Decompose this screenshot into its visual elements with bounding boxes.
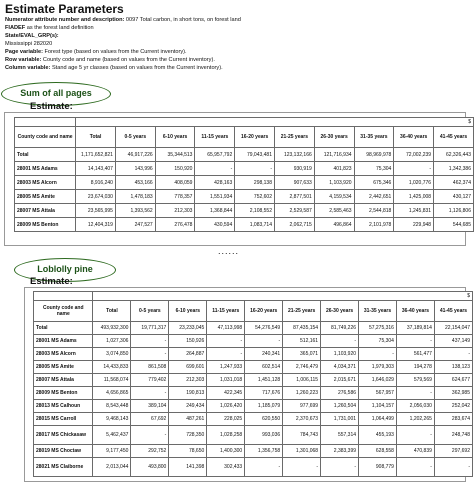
table-cell: 37,189,814 bbox=[396, 322, 434, 335]
table-cell: 628,558 bbox=[359, 445, 397, 458]
parameters-title: Estimate Parameters bbox=[5, 2, 124, 16]
table-cell: 150,926 bbox=[169, 335, 207, 348]
column-header: County code and name bbox=[15, 127, 76, 148]
column-header: 11-15 years bbox=[207, 301, 245, 322]
table-cell: 1,027,306 bbox=[93, 335, 131, 348]
row-label: 28019 MS Choctaw bbox=[34, 445, 93, 458]
table-cell: 430,594 bbox=[195, 218, 235, 232]
table-cell: - bbox=[245, 335, 283, 348]
table-cell: 249,434 bbox=[169, 400, 207, 413]
table-cell: 2,013,044 bbox=[93, 458, 131, 477]
table-cell: 67,692 bbox=[131, 413, 169, 426]
table-cell: 2,383,399 bbox=[321, 445, 359, 458]
table-cell: 2,056,030 bbox=[396, 400, 434, 413]
table-cell: 930,919 bbox=[275, 162, 315, 176]
table-cell: - bbox=[235, 162, 275, 176]
table-cell: 212,303 bbox=[155, 204, 195, 218]
table-cell: 23,233,045 bbox=[169, 322, 207, 335]
table-cell: 1,006,115 bbox=[283, 374, 321, 387]
row-label: 28007 MS Attala bbox=[15, 204, 76, 218]
table-cell: 9,177,450 bbox=[93, 445, 131, 458]
table-cell: 75,304 bbox=[359, 335, 397, 348]
estimate-parameters bbox=[5, 2, 455, 72]
table-cell: 408,059 bbox=[155, 176, 195, 190]
table-top-row bbox=[34, 292, 473, 301]
row-label: 28021 MS Claiborne bbox=[34, 458, 93, 477]
table-cell: 1,451,128 bbox=[245, 374, 283, 387]
param-fiadef: FIADEF as the forest land definition bbox=[5, 25, 94, 31]
table-cell: 487,261 bbox=[169, 413, 207, 426]
table-cell: 98,969,978 bbox=[354, 148, 394, 162]
table-cell: 276,586 bbox=[321, 387, 359, 400]
table-row bbox=[34, 445, 473, 458]
column-header: 41-45 years bbox=[434, 301, 472, 322]
table-cell: 717,676 bbox=[245, 387, 283, 400]
row-label: Total bbox=[34, 322, 93, 335]
table-cell: 2,062,715 bbox=[275, 218, 315, 232]
table-cell: 8,543,448 bbox=[93, 400, 131, 413]
table-cell: 121,716,934 bbox=[314, 148, 354, 162]
table-cell: 779,402 bbox=[131, 374, 169, 387]
table-cell: 1,028,258 bbox=[207, 426, 245, 445]
table-cell: 470,839 bbox=[396, 445, 434, 458]
param-state-value: Mississippi 282020 bbox=[5, 41, 53, 47]
table-cell: 2,015,671 bbox=[321, 374, 359, 387]
table-cell: 1,064,499 bbox=[359, 413, 397, 426]
table-cell: 1,126,806 bbox=[434, 204, 474, 218]
table-cell: 14,433,833 bbox=[93, 361, 131, 374]
table-cell: 784,743 bbox=[283, 426, 321, 445]
table-top-row bbox=[15, 118, 474, 127]
table-cell: 5,462,437 bbox=[93, 426, 131, 445]
table-cell: 557,314 bbox=[321, 426, 359, 445]
table-cell: 87,435,154 bbox=[283, 322, 321, 335]
table-cell: 2,877,501 bbox=[275, 190, 315, 204]
table-cell: 1,103,920 bbox=[314, 176, 354, 190]
table-cell: 1,247,933 bbox=[207, 361, 245, 374]
table-cell: 365,071 bbox=[283, 348, 321, 361]
column-header: 11-15 years bbox=[195, 127, 235, 148]
column-header: 21-25 years bbox=[275, 127, 315, 148]
row-label: Total bbox=[15, 148, 76, 162]
column-header: 36-40 years bbox=[394, 127, 434, 148]
table-cell: 493,800 bbox=[131, 458, 169, 477]
table-cell: 1,185,079 bbox=[245, 400, 283, 413]
row-label: 28013 MS Calhoun bbox=[34, 400, 93, 413]
continuation-dots: ...... bbox=[218, 246, 240, 256]
table-cell: 4,034,371 bbox=[321, 361, 359, 374]
column-header: 41-45 years bbox=[434, 127, 474, 148]
table-cell: 993,036 bbox=[245, 426, 283, 445]
table-cell: 496,864 bbox=[314, 218, 354, 232]
table-cell: - bbox=[195, 162, 235, 176]
table-row bbox=[34, 335, 473, 348]
table-cell: 1,478,183 bbox=[115, 190, 155, 204]
table-cell: 79,043,481 bbox=[235, 148, 275, 162]
table-cell: 1,103,920 bbox=[321, 348, 359, 361]
table-cell: - bbox=[396, 387, 434, 400]
table-cell: 752,602 bbox=[235, 190, 275, 204]
table-cell: - bbox=[394, 162, 434, 176]
column-header: 26-30 years bbox=[314, 127, 354, 148]
table-cell: 123,132,166 bbox=[275, 148, 315, 162]
table-cell: 861,508 bbox=[131, 361, 169, 374]
table-cell: 46,917,226 bbox=[115, 148, 155, 162]
table-cell: - bbox=[396, 426, 434, 445]
table-cell: - bbox=[131, 335, 169, 348]
table-row bbox=[34, 322, 473, 335]
table-cell: - bbox=[321, 458, 359, 477]
table-cell: 14,143,407 bbox=[76, 162, 116, 176]
table-cell: - bbox=[131, 426, 169, 445]
row-label: 28005 MS Amite bbox=[34, 361, 93, 374]
table-cell: 8,916,240 bbox=[76, 176, 116, 190]
section1-label: Sum of all pages bbox=[20, 88, 92, 98]
row-label: 28009 MS Benton bbox=[34, 387, 93, 400]
table-cell: 428,163 bbox=[195, 176, 235, 190]
currency-mark: $ bbox=[76, 118, 474, 127]
param-state: State/EVAL_GRP(s): bbox=[5, 33, 59, 39]
table-cell: 228,025 bbox=[207, 413, 245, 426]
table-cell: 1,400,300 bbox=[207, 445, 245, 458]
row-label: 28015 MS Carroll bbox=[34, 413, 93, 426]
row-label: 28005 MS Amite bbox=[15, 190, 76, 204]
table-cell: 11,568,074 bbox=[93, 374, 131, 387]
table-cell: - bbox=[434, 458, 472, 477]
table-cell: 1,425,008 bbox=[394, 190, 434, 204]
table-cell: 1,104,157 bbox=[359, 400, 397, 413]
estimate-table-all-pages bbox=[14, 117, 474, 232]
table-cell: 728,350 bbox=[169, 426, 207, 445]
table-cell: 292,752 bbox=[131, 445, 169, 458]
column-header: 16-20 years bbox=[235, 127, 275, 148]
section1-estimate-label: Estimate: bbox=[30, 101, 73, 112]
table-cell: 512,161 bbox=[283, 335, 321, 348]
table-cell: 1,202,265 bbox=[396, 413, 434, 426]
row-label: 28001 MS Adams bbox=[15, 162, 76, 176]
table-cell: 62,326,443 bbox=[434, 148, 474, 162]
column-header: Total bbox=[93, 301, 131, 322]
row-label: 28003 MS Alcorn bbox=[34, 348, 93, 361]
table-cell: 2,529,587 bbox=[275, 204, 315, 218]
table-cell: 3,074,850 bbox=[93, 348, 131, 361]
table-cell: 4,656,865 bbox=[93, 387, 131, 400]
row-label: 28007 MS Attala bbox=[34, 374, 93, 387]
table-cell: 229,948 bbox=[394, 218, 434, 232]
table-row bbox=[34, 348, 473, 361]
table-cell: - bbox=[207, 335, 245, 348]
column-header: 26-30 years bbox=[321, 301, 359, 322]
table-cell: 190,813 bbox=[169, 387, 207, 400]
table-cell: 699,601 bbox=[169, 361, 207, 374]
table-cell: 1,083,714 bbox=[235, 218, 275, 232]
table-cell: 1,731,001 bbox=[321, 413, 359, 426]
table-cell: 1,979,303 bbox=[359, 361, 397, 374]
table-cell: 389,104 bbox=[131, 400, 169, 413]
table-cell: 75,304 bbox=[354, 162, 394, 176]
table-cell: 54,276,549 bbox=[245, 322, 283, 335]
table-cell: 1,356,758 bbox=[245, 445, 283, 458]
table-cell: 141,398 bbox=[169, 458, 207, 477]
table-cell: 2,108,552 bbox=[235, 204, 275, 218]
table-cell: 194,278 bbox=[396, 361, 434, 374]
table-row bbox=[34, 426, 473, 445]
table-cell: 19,771,317 bbox=[131, 322, 169, 335]
top-left-cell bbox=[15, 118, 76, 127]
column-header: 21-25 years bbox=[283, 301, 321, 322]
table-cell: 150,920 bbox=[155, 162, 195, 176]
row-label: 28017 MS Chickasaw bbox=[34, 426, 93, 445]
table-cell: 624,677 bbox=[434, 374, 472, 387]
table-cell: 1,342,386 bbox=[434, 162, 474, 176]
table-row bbox=[15, 190, 474, 204]
table-cell: 907,633 bbox=[275, 176, 315, 190]
currency-mark: $ bbox=[93, 292, 473, 301]
column-header: Total bbox=[76, 127, 116, 148]
param-row-variable: Row variable: County code and name (based on values from the Current inventory). bbox=[5, 57, 215, 63]
table-cell: 1,031,018 bbox=[207, 374, 245, 387]
column-header: 6-10 years bbox=[169, 301, 207, 322]
table-cell: 1,368,844 bbox=[195, 204, 235, 218]
table-cell: 35,344,513 bbox=[155, 148, 195, 162]
section2-estimate-label: Estimate: bbox=[30, 276, 73, 287]
table-cell: 1,393,562 bbox=[115, 204, 155, 218]
table-row bbox=[15, 148, 474, 162]
column-header: 0-5 years bbox=[115, 127, 155, 148]
table-cell: 12,404,319 bbox=[76, 218, 116, 232]
table-cell: - bbox=[396, 458, 434, 477]
table-cell: 1,260,223 bbox=[283, 387, 321, 400]
table-cell: - bbox=[434, 348, 472, 361]
table-cell: 302,433 bbox=[207, 458, 245, 477]
table-cell: 212,303 bbox=[169, 374, 207, 387]
table-row bbox=[34, 458, 473, 477]
table-cell: 283,674 bbox=[434, 413, 472, 426]
table-cell: 493,932,300 bbox=[93, 322, 131, 335]
table-cell: 81,749,226 bbox=[321, 322, 359, 335]
table-cell: - bbox=[359, 348, 397, 361]
table-cell: 1,245,831 bbox=[394, 204, 434, 218]
column-header: 31-35 years bbox=[354, 127, 394, 148]
table-cell: 579,569 bbox=[396, 374, 434, 387]
column-header: 6-10 years bbox=[155, 127, 195, 148]
table-header-row bbox=[15, 127, 474, 148]
table-cell: 138,123 bbox=[434, 361, 472, 374]
table-row bbox=[15, 218, 474, 232]
table-cell: 778,357 bbox=[155, 190, 195, 204]
table-cell: - bbox=[283, 458, 321, 477]
table-cell: 602,514 bbox=[245, 361, 283, 374]
table-cell: 1,551,934 bbox=[195, 190, 235, 204]
param-numerator: Numerator attribute number and description: 0097 Total carbon, in short tons, on forest land bbox=[5, 17, 241, 23]
table-cell: 22,154,047 bbox=[434, 322, 472, 335]
table-row bbox=[34, 361, 473, 374]
table-cell: 2,746,479 bbox=[283, 361, 321, 374]
table-cell: 240,341 bbox=[245, 348, 283, 361]
column-header: 16-20 years bbox=[245, 301, 283, 322]
table-cell: 65,957,792 bbox=[195, 148, 235, 162]
table-row bbox=[15, 162, 474, 176]
param-column-variable: Column variable: Stand age 5 yr classes (based on values from the Current inventory). bbox=[5, 65, 223, 71]
top-left-cell bbox=[34, 292, 93, 301]
table-cell: 1,026,420 bbox=[207, 400, 245, 413]
param-page-variable: Page variable: Forest type (based on values from the Current inventory). bbox=[5, 49, 187, 55]
table-cell: 247,527 bbox=[115, 218, 155, 232]
table-cell: 567,957 bbox=[359, 387, 397, 400]
table-cell: 362,985 bbox=[434, 387, 472, 400]
table-cell: - bbox=[245, 458, 283, 477]
table-header-row bbox=[34, 301, 473, 322]
table-cell: 675,346 bbox=[354, 176, 394, 190]
row-label: 28009 MS Benton bbox=[15, 218, 76, 232]
table-cell: 561,477 bbox=[396, 348, 434, 361]
table-cell: 2,101,978 bbox=[354, 218, 394, 232]
table-cell: - bbox=[131, 348, 169, 361]
table-cell: 1,260,504 bbox=[321, 400, 359, 413]
row-label: 28001 MS Adams bbox=[34, 335, 93, 348]
table-row bbox=[34, 374, 473, 387]
table-cell: - bbox=[321, 335, 359, 348]
table-row bbox=[15, 176, 474, 190]
table-cell: 47,113,998 bbox=[207, 322, 245, 335]
table-cell: 1,171,652,821 bbox=[76, 148, 116, 162]
table-cell: 297,692 bbox=[434, 445, 472, 458]
table-row bbox=[34, 400, 473, 413]
table-cell: - bbox=[131, 387, 169, 400]
column-header: 31-35 years bbox=[359, 301, 397, 322]
table-cell: - bbox=[207, 348, 245, 361]
table-cell: 2,442,651 bbox=[354, 190, 394, 204]
row-label: 28003 MS Alcorn bbox=[15, 176, 76, 190]
table-cell: 453,166 bbox=[115, 176, 155, 190]
table-cell: 9,468,143 bbox=[93, 413, 131, 426]
table-cell: 401,823 bbox=[314, 162, 354, 176]
table-cell: 78,650 bbox=[169, 445, 207, 458]
table-cell: - bbox=[396, 335, 434, 348]
section2-label: Loblolly pine bbox=[37, 264, 93, 274]
table-cell: 430,127 bbox=[434, 190, 474, 204]
column-header: County code and name bbox=[34, 301, 93, 322]
table-cell: 455,193 bbox=[359, 426, 397, 445]
table-cell: 462,374 bbox=[434, 176, 474, 190]
table-row bbox=[34, 413, 473, 426]
table-cell: 2,585,463 bbox=[314, 204, 354, 218]
column-header: 36-40 years bbox=[396, 301, 434, 322]
table-cell: 72,002,239 bbox=[394, 148, 434, 162]
table-cell: 977,699 bbox=[283, 400, 321, 413]
table-cell: 57,275,316 bbox=[359, 322, 397, 335]
table-cell: 23,674,030 bbox=[76, 190, 116, 204]
table-cell: 276,478 bbox=[155, 218, 195, 232]
table-cell: 2,370,673 bbox=[283, 413, 321, 426]
table-cell: 544,685 bbox=[434, 218, 474, 232]
table-row bbox=[34, 387, 473, 400]
table-cell: 248,748 bbox=[434, 426, 472, 445]
table-cell: 4,159,534 bbox=[314, 190, 354, 204]
table-cell: 620,550 bbox=[245, 413, 283, 426]
table-cell: 298,138 bbox=[235, 176, 275, 190]
table-cell: 264,887 bbox=[169, 348, 207, 361]
table-cell: 908,779 bbox=[359, 458, 397, 477]
table-cell: 422,345 bbox=[207, 387, 245, 400]
table-cell: 23,565,995 bbox=[76, 204, 116, 218]
table-cell: 437,149 bbox=[434, 335, 472, 348]
table-row bbox=[15, 204, 474, 218]
estimate-table-loblolly-pine bbox=[33, 291, 473, 477]
table-cell: 252,042 bbox=[434, 400, 472, 413]
table-cell: 1,301,068 bbox=[283, 445, 321, 458]
column-header: 0-5 years bbox=[131, 301, 169, 322]
table-cell: 1,646,029 bbox=[359, 374, 397, 387]
table-cell: 1,020,776 bbox=[394, 176, 434, 190]
table-cell: 143,996 bbox=[115, 162, 155, 176]
table-cell: 2,544,818 bbox=[354, 204, 394, 218]
